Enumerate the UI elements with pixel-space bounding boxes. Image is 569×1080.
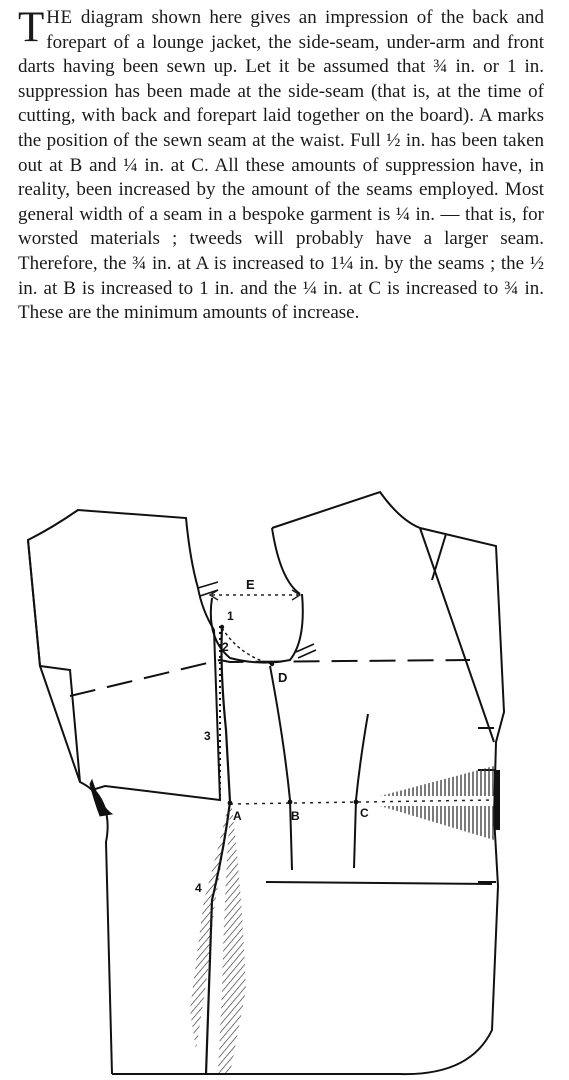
label-1: 1 (227, 609, 234, 623)
waist-line (230, 800, 494, 804)
lapel-line (420, 528, 494, 742)
drop-cap-letter: T (18, 4, 45, 51)
point-d-marker (270, 662, 274, 666)
lapel-break (432, 534, 446, 580)
label-3: 3 (204, 729, 211, 743)
first-word-rest: HE (46, 7, 73, 28)
back-panel-outline (28, 510, 220, 800)
label-e: E (246, 577, 255, 592)
chest-line (70, 660, 470, 696)
paragraph-body: diagram shown here gives an impression of the back and forepart of a lounge jacket, the side-seam, under-arm and front darts having been sewn up. Let it be assumed that ¾ in. or 1 in. suppression has been made at the side-seam (that is, at the time of cutting, with back and forepart laid together on the board). A marks the position of the sewn seam at the waist. Full ½ in. has been taken out at B and ¼ in. at C. All these amounts of suppression have, in reality, been increased by the amount of the seams employed. Most general width of a seam in a bespoke garment is ¼ in. — that is, for worsted materials ; tweeds will probably have a larger seam. Therefore, the ¾ in. at A is increased to 1¼ in. by the seams ; the ½ in. at B is increased to 1 in. and the ¼ in. at C is increased to ¾ in. These are the minimum amounts of increase. (18, 7, 544, 324)
label-d: D (278, 670, 288, 685)
label-4: 4 (195, 881, 202, 895)
point-a-marker (228, 801, 233, 806)
label-b: B (291, 809, 300, 823)
front-waist-heavy (494, 770, 500, 830)
pocket-line (266, 882, 492, 884)
front-suppression-lower (380, 806, 494, 840)
forepart-neck (272, 528, 300, 594)
point-1-marker (220, 625, 224, 629)
dart-b (270, 666, 292, 870)
label-a: A (233, 809, 242, 823)
label-2: 2 (222, 640, 229, 654)
dart-c (354, 714, 368, 868)
jacket-pattern-diagram (0, 470, 569, 1080)
notch-left (198, 582, 218, 596)
point-c-marker (354, 800, 359, 805)
back-left-edge (28, 540, 80, 782)
description-paragraph (18, 6, 544, 326)
front-suppression-upper (380, 766, 494, 796)
label-c: C (360, 806, 369, 820)
point-b-marker (288, 800, 293, 805)
forepart-hem (206, 886, 498, 1074)
back-lower-edge (96, 792, 112, 1074)
notch-right (296, 644, 316, 658)
